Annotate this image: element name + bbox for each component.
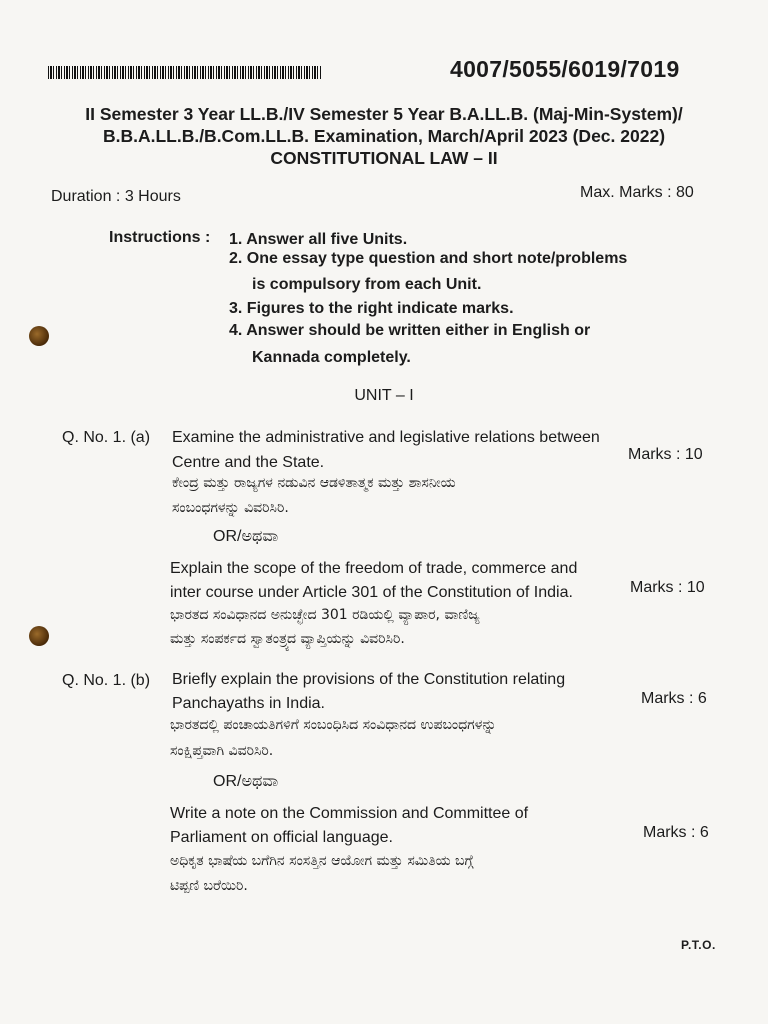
question-text: Panchayaths in India.	[172, 695, 325, 712]
question-text-kannada: ಟಿಪ್ಪಣಿ ಬರೆಯಿರಿ.	[170, 878, 248, 894]
punch-hole	[29, 326, 49, 346]
paper-code: 4007/5055/6019/7019	[450, 56, 680, 82]
question-text-kannada: ಭಾರತದಲ್ಲಿ ಪಂಚಾಯತಿಗಳಿಗೆ ಸಂಬಂಧಿಸಿದ ಸಂವಿಧಾನದ ಉಪಬಂಧಗಳನ್ನು	[170, 717, 497, 733]
question-text: Write a note on the Commission and Committee of	[170, 805, 529, 822]
marks: Marks : 10	[630, 579, 705, 596]
instruction-1: 1. Answer all five Units.	[229, 231, 408, 248]
question-label: Q. No. 1. (a)	[62, 429, 151, 446]
question-text: Examine the administrative and legislative relations between	[172, 429, 600, 446]
duration: Duration : 3 Hours	[51, 188, 181, 205]
or-separator: OR/ಅಥವಾ	[213, 528, 279, 545]
instruction-3: 3. Figures to the right indicate marks.	[229, 300, 514, 317]
question-text: Explain the scope of the freedom of trade, commerce and	[170, 560, 578, 577]
marks: Marks : 6	[641, 690, 707, 707]
punch-hole	[29, 626, 49, 646]
instruction-4: 4. Answer should be written either in English or	[229, 322, 591, 339]
question-label: Q. No. 1. (b)	[62, 672, 151, 689]
question-text-kannada: ಸಂಕ್ಷಿಪ್ತವಾಗಿ ವಿವರಿಸಿರಿ.	[170, 743, 274, 759]
question-text-kannada: ಕೇಂದ್ರ ಮತ್ತು ರಾಜ್ಯಗಳ ನಡುವಿನ ಆಡಳಿತಾತ್ಮಕ ಮತ್ತು ಶಾಸನೀಯ	[172, 475, 456, 491]
instructions-label: Instructions :	[109, 229, 211, 246]
question-text-kannada: ಭಾರತದ ಸಂವಿಧಾನದ ಅನುಚ್ಛೇದ 301 ರಡಿಯಲ್ಲಿ ವ್ಯಾಪಾರ, ವಾಣಿಜ್ಯ	[170, 607, 480, 623]
question-text-kannada: ಮತ್ತು ಸಂಪರ್ಕದ ಸ್ವಾತಂತ್ರ್ಯದ ವ್ಯಾಪ್ತಿಯನ್ನು ವಿವರಿಸಿರಿ.	[170, 631, 405, 647]
question-text-kannada: ಅಧಿಕೃತ ಭಾಷೆಯ ಬಗೆಗಿನ ಸಂಸತ್ತಿನ ಆಯೋಗ ಮತ್ತು ಸಮಿತಿಯ ಬಗ್ಗೆ	[170, 853, 474, 869]
question-text: Parliament on official language.	[170, 829, 393, 846]
page-turn-over: P.T.O.	[681, 938, 716, 952]
instruction-2-cont: is compulsory from each Unit.	[252, 276, 482, 293]
question-text: Briefly explain the provisions of the Constitution relating	[172, 671, 566, 688]
unit-heading: UNIT – I	[354, 387, 414, 404]
max-marks: Max. Marks : 80	[580, 184, 694, 201]
question-text: Centre and the State.	[172, 454, 325, 471]
question-text: inter course under Article 301 of the Constitution of India.	[170, 584, 573, 601]
instruction-2: 2. One essay type question and short note/problems	[229, 250, 628, 267]
or-separator: OR/ಅಥವಾ	[213, 773, 279, 790]
subject-title: CONSTITUTIONAL LAW – II	[270, 148, 498, 168]
question-text-kannada: ಸಂಬಂಧಗಳನ್ನು ವಿವರಿಸಿರಿ.	[172, 500, 289, 516]
barcode	[48, 66, 322, 79]
marks: Marks : 6	[643, 824, 709, 841]
exam-title-line1: II Semester 3 Year LL.B./IV Semester 5 Year B.A.LL.B. (Maj-Min-System)/	[85, 104, 683, 124]
marks: Marks : 10	[628, 446, 703, 463]
exam-title-line2: B.B.A.LL.B./B.Com.LL.B. Examination, March/April 2023 (Dec. 2022)	[102, 126, 666, 146]
instruction-4-cont: Kannada completely.	[252, 349, 411, 366]
